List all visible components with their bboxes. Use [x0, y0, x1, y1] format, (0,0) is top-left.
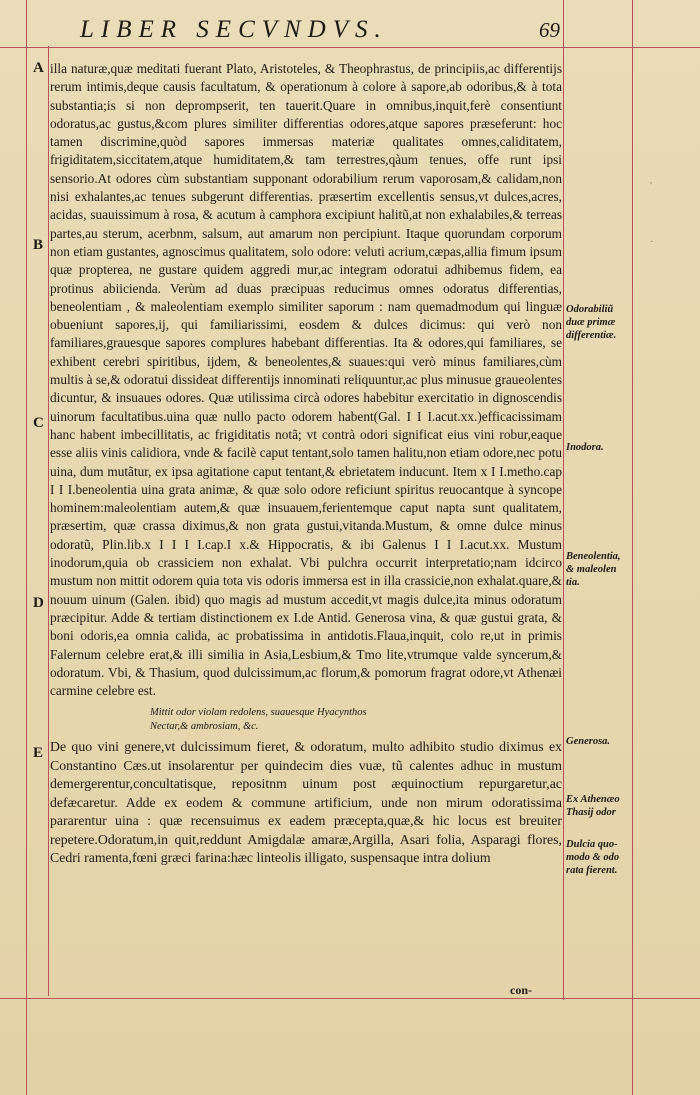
running-header [70, 12, 560, 46]
body-paragraph: illa naturæ,quæ meditati fuerant Plato, Aristoteles, & Theophrastus, de principiis,ac differentijs rerum intimis,deque causis facultatum, & operationum à colore à sapore,ab odoribus,& à tota substantia;is si non deprompserit, ten tauerit.Quare in omnibus,inquit,ferè consentiunt odoratus,ac gustus,&com plures similiter differentias odores,atque sapores præseferunt: hoc tamen discrimine,quòd sapores immersas materiæ qualitates omnes,caliditatem, frigiditatem,siccitatem,atque humiditatem,& tam terrestres,qàum tenues, offe runt ipsi sensorio.At odores cùm substantiam supponant odorabilium rerum vaporosam,& calidam,non nisi exhalantes,ac tenues subgerunt differentias. præsertim excellentis sensus,vt dulces,acres, acidas, suauissimum à rosa, & acutum à camphora excipiunt halitũ,at non exhalabiles,& terreas partes,au sterum, acerbnm, salsum, aut amarum non percipiunt. Itaque quorundam corporum non etiam gustantes, agnoscimus qualitatem, solo odore: veluti acrium,cæpas,allia fimum ipsum quæ propterea, ne gustare quidem aggredi mur,ac integram odoratui adhibemus fidem, ea protinus abiicienda. Verùm ad duas præcipuas reducimus omnes odoratus differentias, beneolentiam , & maleolentiam exemplo similiter saporum : nam quemadmodum qui linguæ obueniunt sapores,ij, qui familiarissimi, eosdem & dulces dicimus: qui verò non familiares,grauesque sapores complures habebant differentias. Ita & odores,qui familiares, se exhibent cerebri spiritibus, ijdem, & beneolentes,& suaues:qui verò minus familiares,cùm multis à se,& odoratui dissideat differentijs innominati reliquuntur,ac plus minusue graueolentes dicuntur, & insuaues odores. Quæ utilissima circà odores habebitur exercitatio in dignoscendis uinorum facultatibus.uina quæ nullo pacto odorem habent(Gal. I I I.acut.xx.)efficacissimam hanc habent imbecillitatis, ac frigiditatis notã; vt contrà odori significat eius vini robur,eaque esse aliis vinis calidiora, vnde & facilè caput tentant,solo tamen halitu,non etiam odore,nec potu uina, dum mutãtur, ex ipsa agitatione caput tentant,& ebrietatem inducunt. Item x I I.metho.cap I I I.beneolentia uina grata animæ, & quæ solo odore reficiunt spiritus reuocantque à syncope hominem:maleolentiam autem,& quæ insuauem,ferientemque caput napta sunt qualitatem, præsertim, quæ crassa diximus,& non grata gustui,vitanda.Mustum, & omne dulce minus odoratũ, Plin.lib.x I I I I.cap.I x.& Hippocratis, & ibi Galenus I I I.acut.xx. Mustum inodorum,quia ob crassiciem non exhalat. Vbi pulchra occurrit interpretatio;nam idcirco mustum non mittit odorem quia tota vis odoris immersa est in illa crassicie,non exhalat.quare,& nouum uinum (Galen. ibid) quo magis ad mustum accedit,vt magis dulce,ita minus odoratum præcipitur. Adde & tertiam distinctionem ex I.de Antid. Generosa vina, & quæ gustui grata, & boni odoris,ea omnia calida, ac probatissima in antidotis.Flaua,inquit, colo re,ut in primis Falernum celebre erat,& illi similia in Asia,Lesbium,& Tmo lite,vtrumque valde syncerum,& odoratum. Vbi, & Thasium, quod dulcissimum,ac florum,& pomorum fragrat odore,vt Athenæi carmine celebre est. [50, 61, 562, 699]
margin-note-line: Beneolentia, [566, 551, 621, 562]
margin-note-line: rata fierent. [566, 865, 618, 876]
header-title: LIBER SECVNDVS. [80, 16, 388, 43]
margin-note [566, 838, 636, 877]
section-letter-b: B [33, 237, 44, 253]
margin-note-line: modo & odo [566, 852, 620, 863]
body-paragraph: De quo vini genere,vt dulcissimum fieret, & odoratum, multo adhibito studio diximus ex Constantino Cæs.ut insolarentur per quindecim dies vuæ, tũ calentes adhuc in mustum demergerentur,concultatisque, repositnm uinum post æquinoctium repurgaretur,ac defæcaretur. Adde ex eodem & commune artificium, unde non mirum odoratissima pararentur uina : quæ recensuimus ex eadem præcepta,quæ,& hic locus est breuiter repetere.Odoratum,in quit,reddunt Amigdalæ amaræ,Argilla, Asari folia, Asparagi flores, Cedri ramenta,fœni græci farina:hæc linteolis illigato, suspensaque intra dolium [50, 739, 562, 866]
margin-note-line: Ex Athenæo [566, 794, 620, 805]
verse-line: Mittit odor violam redolens, suauesque Hyacynthos [150, 707, 367, 719]
section-letter-a: A [33, 60, 44, 76]
margin-note [566, 793, 636, 819]
margin-note [566, 303, 636, 342]
margin-note-line: Odorabiliũ [566, 304, 614, 315]
rule-left-inner [48, 46, 49, 996]
margin-note-line: duæ primæ [566, 317, 616, 328]
rule-left-outer [26, 0, 27, 1095]
verse-line: Nectar,& ambrosiam, &c. [150, 721, 259, 733]
rule-right-margin [632, 0, 633, 1095]
margin-note-line: Thasij odor [566, 807, 616, 818]
catchword: con- [510, 983, 532, 997]
verse-quote [50, 706, 562, 734]
section-letter-c: C [33, 415, 44, 431]
margin-note-line: Dulcia quo- [566, 839, 618, 850]
margin-note-line: tia. [566, 577, 580, 588]
margin-note [566, 441, 636, 454]
margin-note-line: differentiæ. [566, 330, 617, 341]
page-number: 69 [539, 18, 560, 42]
margin-note [566, 550, 636, 589]
margin-mark: · [650, 236, 654, 248]
rule-right-text [563, 0, 564, 1000]
main-text [50, 60, 562, 868]
rule-bottom [0, 998, 700, 999]
margin-note-line: Inodora. [566, 442, 604, 453]
margin-note-line: Generosa. [566, 736, 611, 747]
margin-note [566, 735, 636, 748]
section-letter-e: E [33, 745, 44, 761]
section-letter-d: D [33, 595, 44, 611]
margin-mark: ' [650, 180, 652, 192]
margin-note-line: & maleolen [566, 564, 617, 575]
rule-top [0, 47, 700, 48]
